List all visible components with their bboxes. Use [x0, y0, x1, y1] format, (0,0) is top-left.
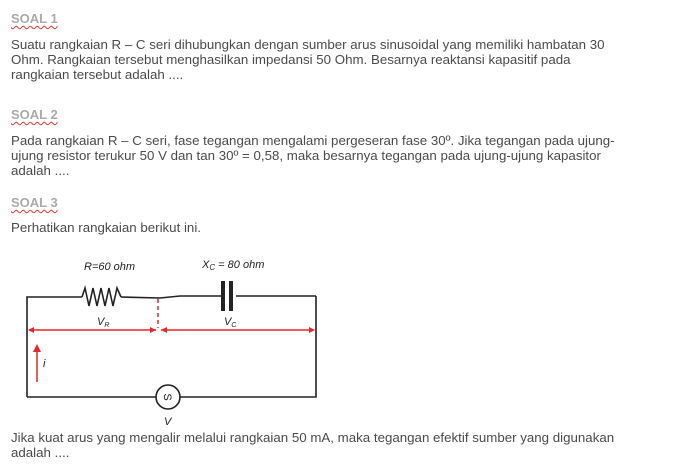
source-voltage-label: V [164, 416, 172, 428]
capacitor-plate-right [229, 281, 233, 311]
vr-label: VR [97, 316, 110, 329]
soal-2-line-2: ujung resistor terukur 50 V dan tan 30º = 0,58, maka besarnya tegangan pada ujung-ujung kapasitor [11, 148, 601, 163]
soal-3-question-line-2: adalah .... [11, 445, 70, 460]
source-symbol: S [161, 393, 173, 401]
soal-1-heading: SOAL 1 [11, 11, 58, 26]
soal-1-line-3: rangkaian tersebut adalah .... [11, 67, 184, 82]
voltage-arrows [28, 299, 315, 382]
vc-label: VC [224, 316, 237, 329]
soal-3-question-line-1: Jika kuat arus yang mengalir melalui rangkaian 50 mA, maka tegangan efektif sumber yang digunakan [11, 430, 615, 445]
circuit-wires [27, 288, 316, 397]
current-arrow-icon [33, 344, 41, 352]
soal-1-line-1: Suatu rangkaian R – C seri dihubungkan dengan sumber arus sinusoidal yang memiliki hambatan 30 [11, 37, 605, 52]
soal-3-question [11, 430, 671, 460]
soal-3-intro: Perhatikan rangkaian berikut ini. [11, 220, 201, 235]
soal-1-line-2: Ohm. Rangkaian tersebut menghasilkan impedansi 50 Ohm. Besarnya reaktansi kapasitif pada [11, 52, 571, 67]
resistor-icon [82, 288, 121, 306]
capacitor-plate-left [221, 281, 225, 311]
soal-3-heading: SOAL 3 [11, 195, 58, 210]
soal-2-heading: SOAL 2 [11, 107, 58, 122]
current-label: i [43, 358, 46, 370]
resistor-label: R=60 ohm [84, 261, 136, 273]
capacitor-label: XC = 80 ohm [202, 259, 265, 272]
soal-2-line-3: adalah .... [11, 163, 70, 178]
soal-2-line-1: Pada rangkaian R – C seri, fase tegangan mengalami pergeseran fase 30º. Jika tegangan pada ujung- [11, 133, 615, 148]
